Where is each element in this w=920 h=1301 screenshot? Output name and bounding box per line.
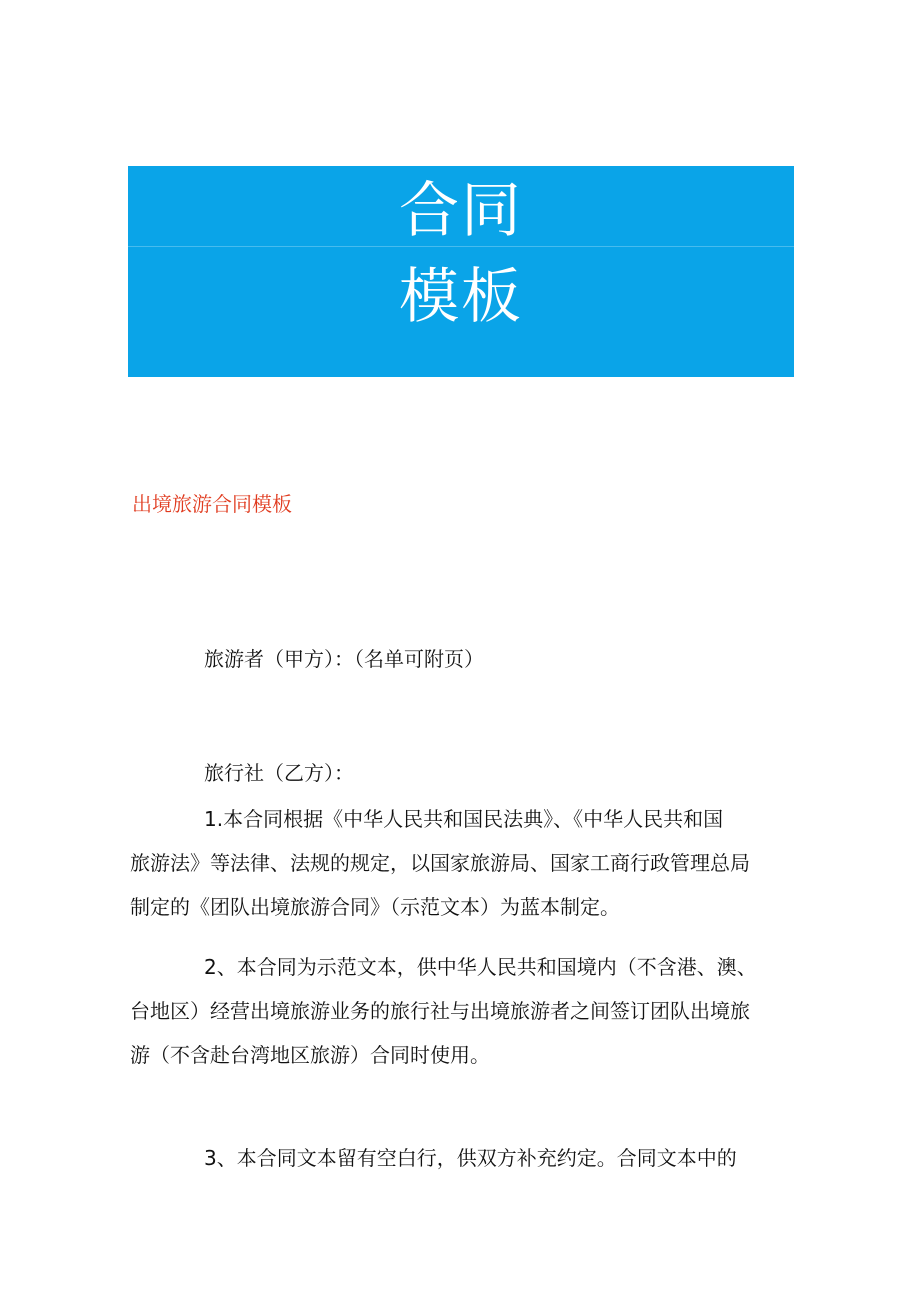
document-heading: 出境旅游合同模板	[132, 492, 292, 516]
banner-divider	[128, 246, 794, 247]
clause-2-line-1: 2、本合同为示范文本，供中华人民共和国境内（不含港、澳、	[204, 955, 757, 979]
traveler-party-line	[130, 637, 796, 681]
traveler-party-text: 旅游者（甲方）：（名单可附页）	[204, 647, 484, 671]
clause-1-line-3: 制定的《团队出境旅游合同》（示范文本）为蓝本制定。	[130, 895, 620, 919]
clause-2	[130, 945, 796, 1077]
clause-1	[130, 797, 796, 929]
clause-1-line-2: 旅游法》等法律、法规的规定，以国家旅游局、国家工商行政管理总局	[130, 851, 750, 875]
banner-title-line-2: 模板	[399, 262, 523, 332]
cover-banner	[128, 166, 794, 377]
agency-party-text: 旅行社（乙方）：	[204, 761, 354, 785]
banner-title-line-1: 合同	[399, 176, 523, 246]
clause-2-line-2: 台地区）经营出境旅游业务的旅行社与出境旅游者之间签订团队出境旅	[130, 999, 750, 1023]
clause-3-line-1: 3、本合同文本留有空白行，供双方补充约定。合同文本中的	[204, 1146, 737, 1170]
clause-3	[130, 1136, 796, 1180]
clause-2-line-3: 游（不含赴台湾地区旅游）合同时使用。	[130, 1043, 490, 1067]
agency-party-line	[130, 751, 796, 795]
clause-1-line-1: 1.本合同根据《中华人民共和国民法典》、《中华人民共和国	[204, 807, 724, 831]
